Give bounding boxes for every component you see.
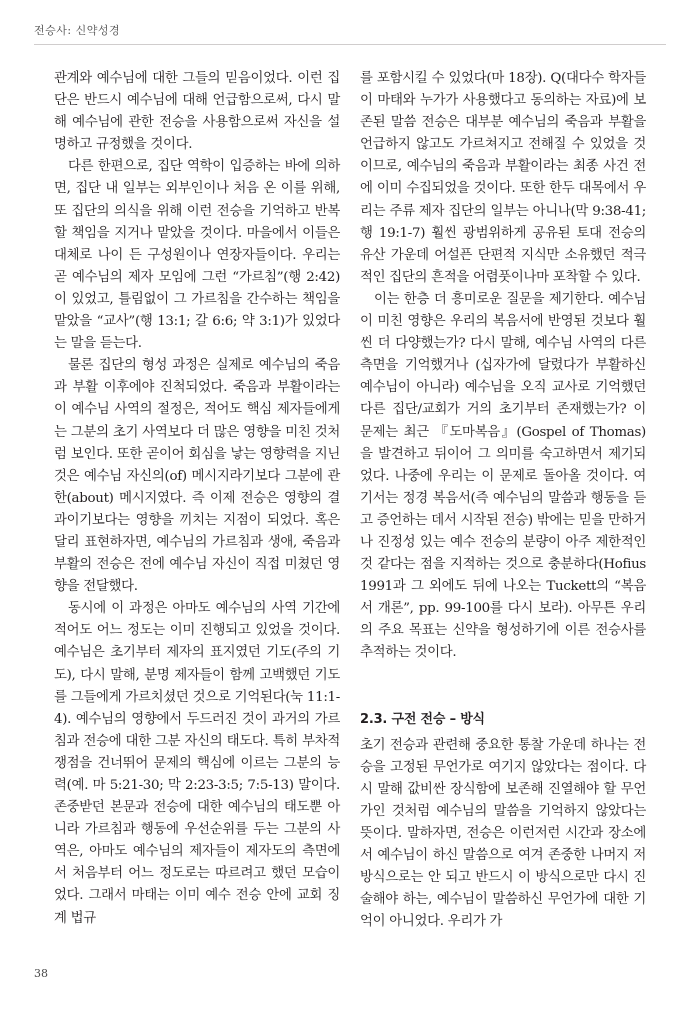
paragraph: 를 포함시킬 수 있었다(마 18장). Q(대다수 학자들이 마태와 누가가 사용했다고 동의하는 자료)에 보존된 말씀 전승은 대부분 예수님의 죽음과 부활을 언급하지 않고도 가르쳐지고 전해질 수 있었을 것이므로, 예수님의 죽음과 부활이라는 최종 사건 전에 이미 수집되었을 것이다. 또한 한두 대목에서 우리는 주류 제자 집단의 일부는 아니나(막 9:38-41; 행 19:1-7) 훨씬 광범위하게 공유된 토대 전승의 유산 가운데 어설픈 단편적 지식만 소유했던 적극적인 집단의 흔적을 어렴풋이나마 포착할 수 있다. <box>360 71 646 285</box>
paragraph: 물론 집단의 형성 과정은 실제로 예수님의 죽음과 부활 이후에야 진척되었다. 죽음과 부활이라는 이 예수님 사역의 절정은, 적어도 핵심 제자들에게는 그분의 초기 사역보다 더 많은 영향을 미친 것처럼 보인다. 또한 곧이어 회심을 낳는 영향력을 지닌 것은 예수님 자신의(of) 메시지라기보다 그분에 관한(about) 메시지였다. 즉 이제 전승은 영향의 결과이기보다는 영향을 끼치는 지점이 되었다. 혹은 달리 표현하자면, 예수님의 가르침과 생애, 죽음과 부활의 전승은 전에 예수님 자신이 직접 미쳤던 영향을 전달했다. <box>54 358 340 595</box>
section-heading: 2.3. 구전 전승 – 방식 <box>360 711 485 727</box>
page-number: 38 <box>34 967 48 980</box>
running-head: 전승사: 신약성경 <box>34 24 121 37</box>
paragraph: 초기 전승과 관련해 중요한 통찰 가운데 하나는 전승을 고정된 무언가로 여기지 않았다는 점이다. 다시 말해 값비싼 장식함에 보존해 진열해야 할 무언가인 것처럼 예수님의 말씀을 기억하지 않았다는 뜻이다. 말하자면, 전승은 이런저런 시간과 장소에서 예수님이 하신 말씀으로 여겨 존중한 나머지 저 방식으로는 안 되고 반드시 이 방식으로만 다시 진술해야 하는, 예수님이 말씀하신 무언가에 대한 기억이 아니었다. 우리가 가 <box>360 737 646 930</box>
paragraph: 다른 한편으로, 집단 역학이 입증하는 바에 의하면, 집단 내 일부는 외부인이나 처음 온 이를 위해, 또 집단의 의식을 위해 이런 전승을 기억하고 반복할 책임을 지거나 맡았을 것이다. 마을에서 이들은 대체로 나이 든 구성원이나 연장자들이다. 우리는 곧 예수님의 제자 모임에 그런 “가르침”(행 2:42)이 있었고, 틀림없이 그 가르침을 간수하는 책임을 맡았을 “교사”(행 13:1; 갈 6:6; 약 3:1)가 있었다는 말을 듣는다. <box>54 159 340 352</box>
paragraph: 동시에 이 과정은 아마도 예수님의 사역 기간에 적어도 어느 정도는 이미 진행되고 있었을 것이다. 예수님은 초기부터 제자의 표지였던 기도(주의 기도), 다시 말해, 분명 제자들이 함께 고백했던 기도를 그들에게 가르치셨던 것으로 기억된다(눅 11:1-4). 예수님의 영향에서 두드러진 것이 과거의 가르침과 전승에 대한 그분 자신의 태도다. 특히 부차적 쟁점을 건너뛰어 문제의 핵심에 이르는 그분의 능력(예. 마 5:21-30; 막 2:23-3:5; 7:5-13) 말이다. 존중받던 본문과 전승에 대한 예수님의 태도뿐 아니라 가르침과 행동에 우선순위를 두는 그분의 사역은, 아마도 예수님의 제자들이 제자도의 측면에서 처음부터 어느 정도로는 따르려고 했던 모습이었다. 그래서 마태는 이미 예수 전승 안에 교회 징계 법규 <box>54 601 340 926</box>
paragraph: 관계와 예수님에 대한 그들의 믿음이었다. 이런 집단은 반드시 예수님에 대해 언급함으로써, 다시 말해 예수님에 관한 전승을 사용함으로써 자신을 설명하고 규정했을 것이다. <box>54 71 340 153</box>
left-column <box>54 68 340 930</box>
paragraph: 이는 한층 더 흥미로운 질문을 제기한다. 예수님이 미친 영향은 우리의 복음서에 반영된 것보다 훨씬 더 다양했는가? 다시 말해, 예수님 사역의 다른 측면을 기억했거나 (십자가에 달렸다가 부활하신 예수님이 아니라) 예수님을 오직 교사로 기억했던 다른 집단/교회가 거의 초기부터 존재했는가? 이 문제는 최근 『도마복음』(Gospel of Thomas)을 발견하고 뒤이어 그 의미를 숙고하면서 제기되었다. 나중에 우리는 이 문제로 돌아올 것이다. 여기서는 정경 복음서(즉 예수님의 말씀과 행동을 듣고 증언하는 데서 시작된 전승) 밖에는 믿을 만하거나 진정성 있는 예수 전승의 분량이 아주 제한적인 것 같다는 점을 지적하는 것으로 충분하다(Hofius 1991과 그 외에도 뒤에 나오는 Tuckett의 “복음서 개론”, pp. 99-100를 다시 보라). 아무튼 우리의 주요 목표는 신약을 형성하기에 이른 전승사를 추적하는 것이다. <box>360 291 646 661</box>
right-column <box>360 68 646 933</box>
header-rule <box>34 44 666 45</box>
